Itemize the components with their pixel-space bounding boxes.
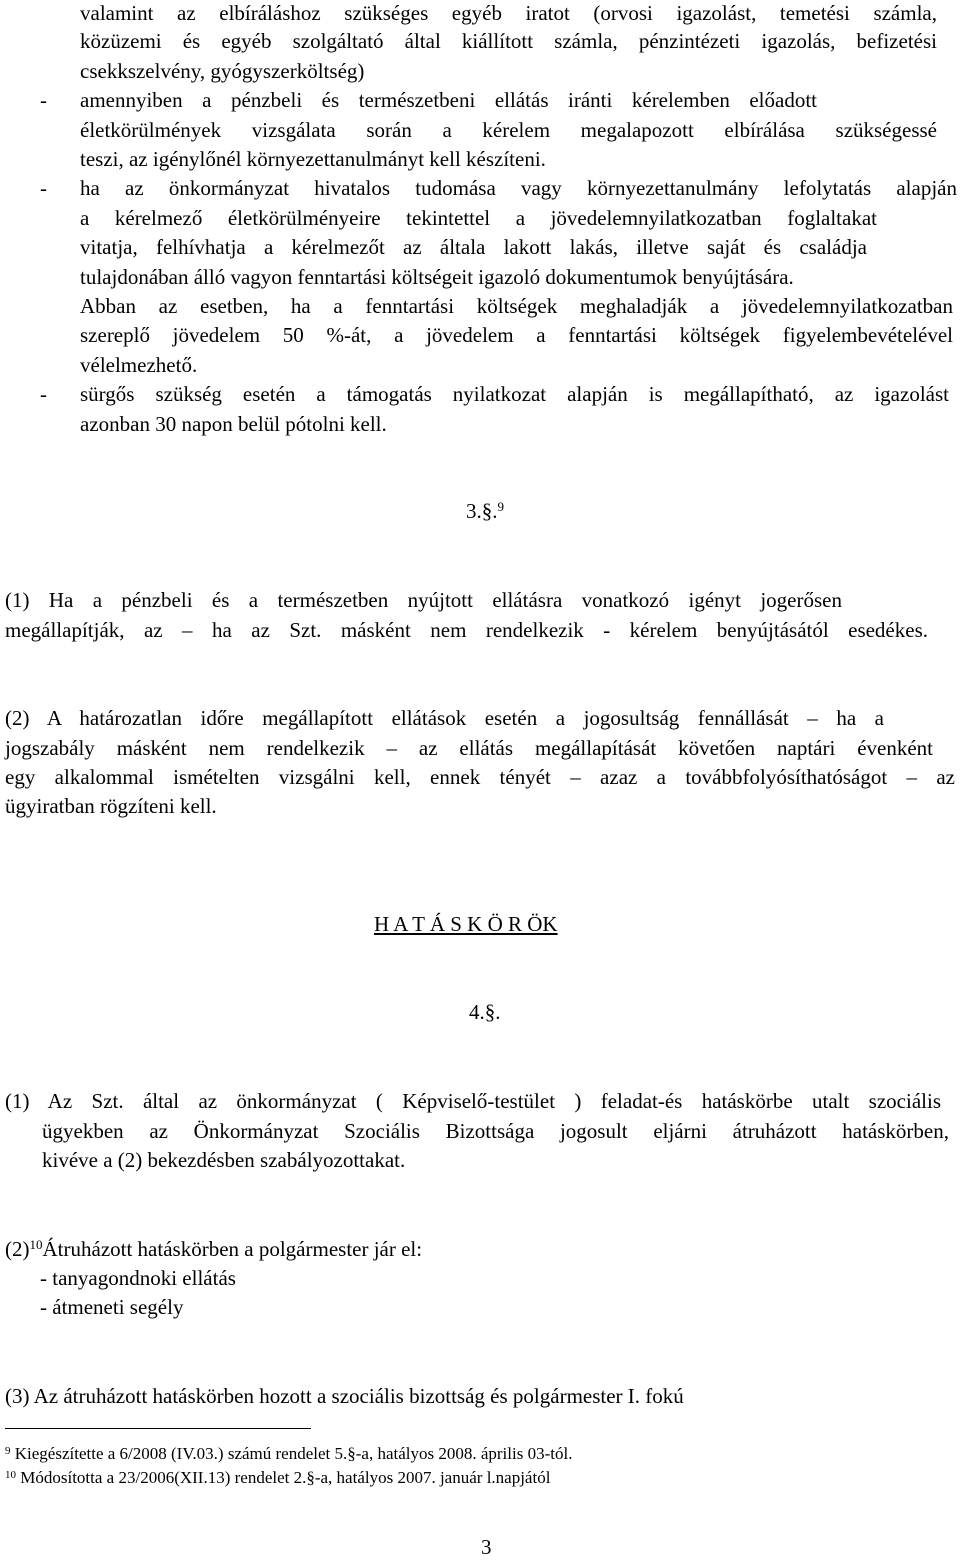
list-item: - tanyagondnoki ellátás [40,1266,236,1290]
text-line: valamint az elbíráláshoz szükséges egyéb iratot (orvosi igazolást, temetési számla, [80,1,937,25]
text-line: azonban 30 napon belül pótolni kell. [80,412,387,436]
text-line: kivéve a (2) bekezdésben szabályozottakat. [42,1148,406,1172]
text-line: ügyekben az Önkormányzat Szociális Bizottsága jogosult eljárni átruházott hatáskörben, [42,1119,949,1143]
text-line: vitatja, felhívhatja a kérelmezőt az általa lakott lakás, illetve saját és családja [80,235,867,259]
text-line: teszi, az igénylőnél környezettanulmányt kell készíteni. [80,147,546,171]
footnote-text: Módosította a 23/2006(XII.13) rendelet 2.§-a, hatályos 2007. január l.napjától [20,1468,551,1487]
paragraph-number: (2) [5,1237,30,1261]
footnote [5,1467,550,1489]
text-line: szereplő jövedelem 50 %-át, a jövedelem a fenntartási költségek figyelembevételével [80,323,953,347]
page-number: 3 [481,1535,492,1559]
text-line: egy alkalommal ismételten vizsgálni kell, ennek tényét – azaz a továbbfolyósíthatóságot – az [5,765,955,789]
footnote [5,1443,572,1465]
text-line: jogszabály másként nem rendelkezik – az ellátás megállapítását követően naptári évenként [5,736,933,760]
section-number [466,498,504,524]
list-dash: - [40,382,47,406]
text-line: (3) Az átruházott hatáskörben hozott a szociális bizottság és polgármester I. fokú [5,1384,684,1408]
text-line: tulajdonában álló vagyon fenntartási költségeit igazoló dokumentumok benyújtására. [80,265,794,289]
footnote-ref: 9 [497,499,504,514]
section-heading [374,911,558,937]
heading-text: H A T Á S K Ö R ÖK [374,912,558,936]
footnote-ref: 10 [29,1237,43,1252]
footnote-separator [5,1428,311,1429]
text-line: Abban az esetben, ha a fenntartási költségek meghaladják a jövedelemnyilatkozatban [80,294,953,318]
text-line: (2) A határozatlan időre megállapított ellátások esetén a jogosultság fennállását – ha a [5,706,884,730]
text-line: (1) Ha a pénzbeli és a természetben nyújtott ellátásra vonatkozó igényt jogerősen [5,588,842,612]
text-line: vélelmezhető. [80,353,198,377]
footnote-number: 9 [5,1445,11,1457]
text-line: amennyiben a pénzbeli és természetbeni ellátás iránti kérelemben előadott [80,88,817,112]
text-line: ügyiratban rögzíteni kell. [5,794,217,818]
footnote-text: Kiegészítette a 6/2008 (IV.03.) számú rendelet 5.§-a, hatályos 2008. április 03-tól. [14,1444,573,1463]
section-label: 3.§. [466,499,498,523]
paragraph-text: Átruházott hatáskörben a polgármester jár el: [42,1237,423,1261]
text-line: ha az önkormányzat hivatalos tudomása vagy környezettanulmány lefolytatás alapján [80,176,957,200]
text-line: csekkszelvény, gyógyszerköltség) [80,59,365,83]
text-line [5,1236,422,1262]
text-line: megállapítják, az – ha az Szt. másként nem rendelkezik - kérelem benyújtásától esedékes. [5,618,928,642]
text-line: sürgős szükség esetén a támogatás nyilatkozat alapján is megállapítható, az igazolást [80,382,949,406]
list-dash: - [40,176,47,200]
footnote-number: 10 [5,1469,16,1481]
list-item: - átmeneti segély [40,1295,184,1319]
section-number: 4.§. [469,1000,501,1024]
text-line: a kérelmező életkörülményeire tekintettel a jövedelemnyilatkozatban foglaltakat [80,206,877,230]
text-line: (1) Az Szt. által az önkormányzat ( Képviselő-testület ) feladat-és hatáskörbe utalt szociális [5,1089,941,1113]
list-dash: - [40,88,47,112]
text-line: közüzemi és egyéb szolgáltató által kiállított számla, pénzintézeti igazolás, befizetési [80,29,937,53]
text-line: életkörülmények vizsgálata során a kérelem megalapozott elbírálása szükségessé [80,118,937,142]
